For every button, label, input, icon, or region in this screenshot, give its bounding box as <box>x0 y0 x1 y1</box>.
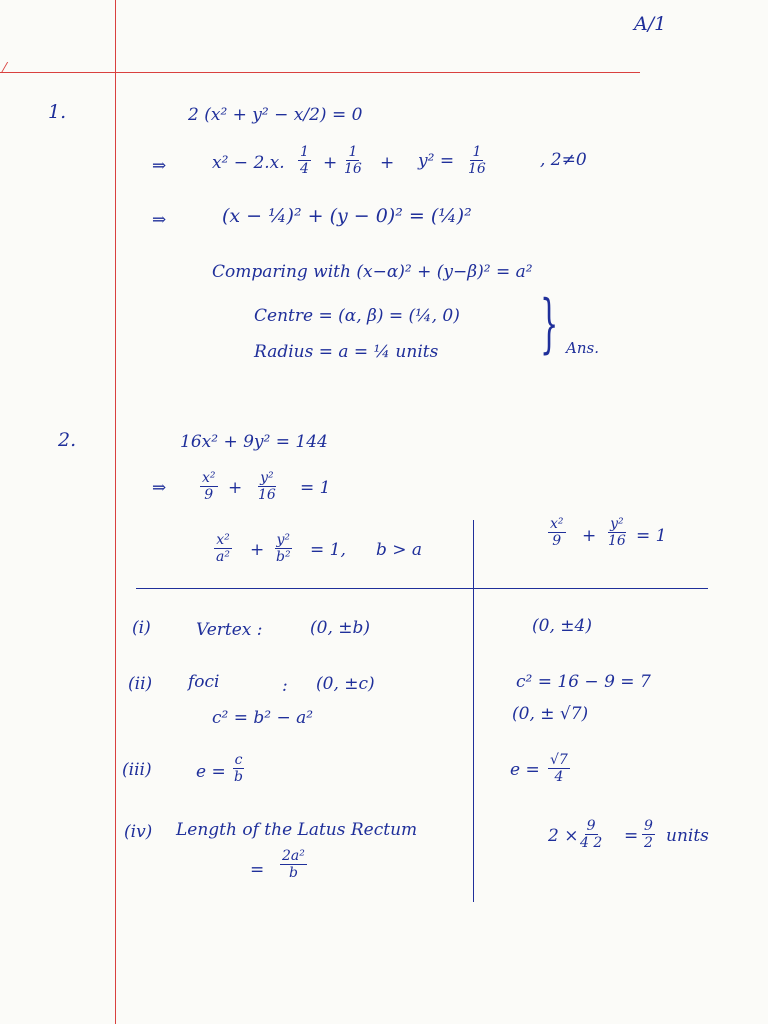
numerator: 1 <box>300 144 309 160</box>
denominator: 16 <box>258 487 276 503</box>
plus-sign: + <box>582 526 597 546</box>
q1-frac-1-16-rhs <box>466 144 488 177</box>
row-1-value: (0, ±4) <box>532 616 592 636</box>
row-3-value-label: e = <box>510 760 540 780</box>
row-1-name: Vertex : <box>196 620 263 640</box>
numerator: c <box>234 752 243 768</box>
plus-sign: + <box>250 540 265 560</box>
row-4-name: Length of the Latus Rectum <box>176 820 418 840</box>
row-2-formula: (0, ±c) <box>316 674 375 694</box>
row-2-label: (ii) <box>128 674 153 694</box>
table-header-rule <box>136 588 708 589</box>
denominator: 16 <box>344 161 362 177</box>
right-frac-y2-16 <box>606 516 628 549</box>
right-frac-x2-9 <box>548 516 566 549</box>
denominator: 16 <box>468 161 486 177</box>
row-4-frac-9-2 <box>642 818 655 851</box>
numerator: 9 <box>586 818 596 834</box>
q2-frac-x2-9 <box>200 470 218 503</box>
general-condition: b > a <box>376 540 423 560</box>
numerator: 9 <box>644 818 653 834</box>
q1-radius: Radius = a = ¼ units <box>254 342 439 362</box>
row-3-frac-root7-4 <box>548 752 570 785</box>
row-4-label: (iv) <box>124 822 153 842</box>
answer-brace: } <box>540 287 559 361</box>
numerator: y² <box>276 532 291 548</box>
denominator: b <box>288 865 298 881</box>
plus-sign: + <box>380 153 395 173</box>
row-2-value-c2: c² = 16 − 9 = 7 <box>516 672 651 692</box>
equals-one: = 1 <box>300 478 331 498</box>
numerator: √7 <box>550 752 568 768</box>
numerator: y² <box>260 470 274 486</box>
q2-number: 2. <box>58 429 77 451</box>
numerator: x² <box>550 516 564 532</box>
row-4-value-prefix: 2 × <box>548 826 579 846</box>
q2-implies: ⇒ <box>152 478 167 498</box>
denominator: 4 <box>300 161 309 177</box>
row-1-label: (i) <box>132 618 151 638</box>
row-2-name: foci <box>188 672 220 692</box>
denominator: b <box>234 769 243 785</box>
q1-completed-square: (x − ¼)² + (y − 0)² = (¼)² <box>222 205 472 227</box>
equals-one: = 1, <box>310 540 346 560</box>
numerator: 1 <box>472 144 482 160</box>
denominator: 9 <box>552 533 562 549</box>
plus-sign: + <box>228 478 243 498</box>
equals-one: = 1 <box>636 526 667 546</box>
denominator: 16 <box>608 533 626 549</box>
q1-centre: Centre = (α, β) = (¼, 0) <box>254 306 460 326</box>
q1-frac-1-4 <box>298 144 311 177</box>
row-2-colon: : <box>282 676 288 696</box>
margin-line-horizontal <box>0 72 640 73</box>
numerator: 2a² <box>282 848 305 864</box>
row-2-relation: c² = b² − a² <box>212 708 314 728</box>
margin-line-vertical <box>115 0 116 1024</box>
row-2-value-foci: (0, ± √7) <box>512 704 589 724</box>
plus-sign: + <box>323 153 338 173</box>
numerator: x² <box>202 470 216 486</box>
denominator: 2 <box>644 835 653 851</box>
q1-equation: 2 (x² + y² − x/2) = 0 <box>188 105 363 125</box>
denominator: 9 <box>204 487 214 503</box>
row-4-formula-equals: = <box>250 860 265 880</box>
q1-implies-2: ⇒ <box>152 210 167 230</box>
row-4-frac-2a2-b <box>280 848 307 881</box>
q1-implies-1: ⇒ <box>152 156 167 176</box>
denominator: 4 2 <box>580 835 603 851</box>
row-3-label: (iii) <box>122 760 152 780</box>
q1-y-term: y² = <box>418 151 455 171</box>
denominator: 4 <box>554 769 564 785</box>
row-4-units: units <box>666 826 709 846</box>
q2-frac-y2-16 <box>256 470 278 503</box>
q1-expansion: x² − 2.x. <box>212 153 285 173</box>
q1-number: 1. <box>48 101 67 123</box>
numerator: 1 <box>348 144 358 160</box>
row-4-frac-9-4 <box>578 818 604 851</box>
row-3-frac-c-b <box>232 752 245 785</box>
general-frac-x2-a2 <box>214 532 232 565</box>
q2-equation: 16x² + 9y² = 144 <box>180 432 328 452</box>
row-3-name: e = <box>196 762 226 782</box>
denominator: b² <box>276 549 291 565</box>
numerator: x² <box>216 532 230 548</box>
table-divider <box>473 520 474 902</box>
q1-comparing: Comparing with (x−α)² + (y−β)² = a² <box>212 262 533 282</box>
row-4-value-equals: = <box>624 826 639 846</box>
q1-frac-1-16 <box>342 144 364 177</box>
page-reference: A/1 <box>634 13 667 35</box>
general-frac-y2-b2 <box>274 532 293 565</box>
row-1-formula: (0, ±b) <box>310 618 371 638</box>
numerator: y² <box>610 516 624 532</box>
q1-condition: , 2≠0 <box>540 150 587 170</box>
denominator: a² <box>216 549 230 565</box>
q1-answer-label: Ans. <box>566 339 599 357</box>
